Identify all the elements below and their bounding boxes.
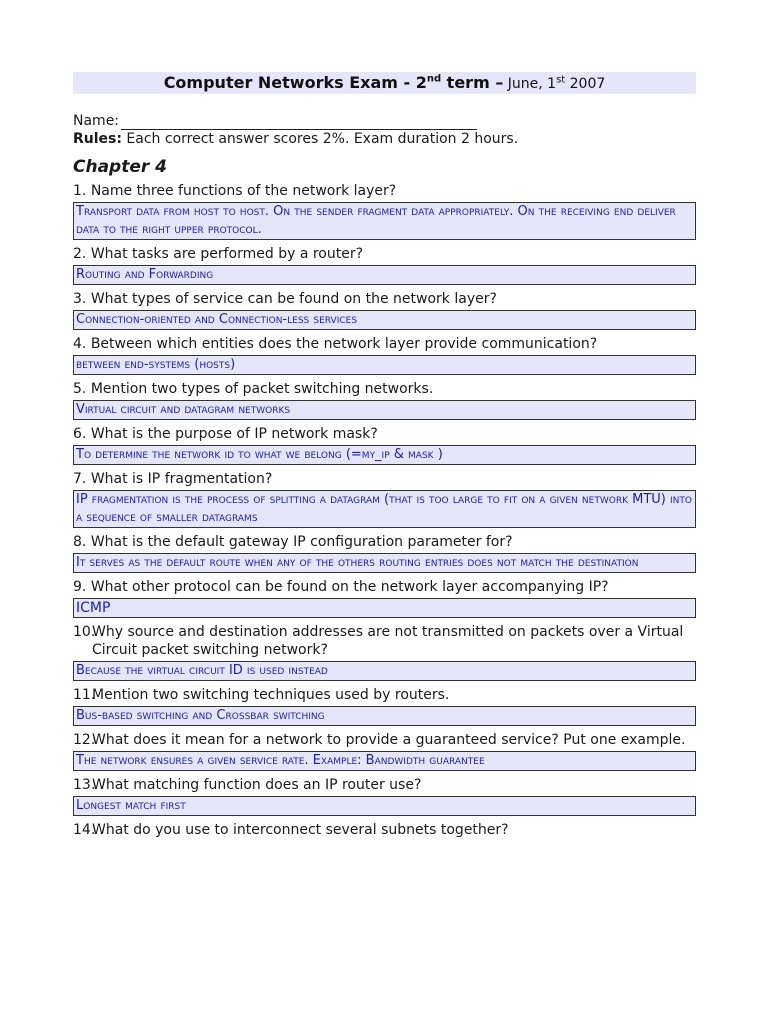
question-number: 14. <box>73 822 96 838</box>
question-block <box>73 776 696 816</box>
question-text <box>73 533 696 551</box>
answer-box: Bus-based switching and Crossbar switching <box>73 706 696 726</box>
question-body: What does it mean for a network to provide a guaranteed service? Put one example. <box>92 732 686 748</box>
question-number: 7. <box>73 471 91 487</box>
question-number: 10. <box>73 624 96 640</box>
name-blank-line <box>121 115 477 130</box>
question-block <box>73 623 696 681</box>
chapter-heading: Chapter 4 <box>73 157 168 177</box>
question-number: 2. <box>73 246 91 262</box>
question-text <box>73 821 696 839</box>
question-number: 9. <box>73 579 91 595</box>
question-body: Why source and destination addresses are not transmitted on packets over a Virtual Circuit packet switching network? <box>92 624 684 658</box>
question-block <box>73 533 696 573</box>
question-body: Mention two switching techniques used by routers. <box>92 687 450 703</box>
answer-box: Because the virtual circuit ID is used instead <box>73 661 696 681</box>
question-body: What types of service can be found on the network layer? <box>90 291 497 307</box>
question-block <box>73 686 696 726</box>
question-text <box>73 686 696 704</box>
exam-page <box>73 72 696 839</box>
question-text <box>73 776 696 794</box>
question-text <box>73 731 696 749</box>
question-number: 11. <box>73 687 96 703</box>
question-block <box>73 290 696 330</box>
answer-box: Routing and Forwarding <box>73 265 696 285</box>
rules-line <box>73 130 696 148</box>
exam-title: Computer Networks Exam - 2nd term – June, 1st 2007 <box>73 72 696 94</box>
answer-box: Transport data from host to host. On the sender fragment data appropriately. On the receiving end deliver data to the right upper protocol. <box>73 202 696 240</box>
question-text <box>73 335 696 353</box>
question-text <box>73 290 696 308</box>
question-number: 4. <box>73 336 91 352</box>
answer-box: ICMP <box>73 598 696 618</box>
question-text <box>73 578 696 596</box>
question-text <box>73 623 696 659</box>
name-field <box>73 112 696 130</box>
question-number: 1. <box>73 183 91 199</box>
name-label: Name: <box>73 113 120 129</box>
question-body: Mention two types of packet switching networks. <box>90 381 434 397</box>
question-body: What matching function does an IP router use? <box>92 777 422 793</box>
question-body: Name three functions of the network layer? <box>90 183 397 199</box>
question-body: What is IP fragmentation? <box>90 471 273 487</box>
question-block <box>73 578 696 618</box>
question-number: 8. <box>73 534 91 550</box>
question-text <box>73 425 696 443</box>
question-text <box>73 245 696 263</box>
question-number: 13. <box>73 777 96 793</box>
question-number: 6. <box>73 426 91 442</box>
question-block <box>73 182 696 240</box>
question-block <box>73 380 696 420</box>
question-block <box>73 245 696 285</box>
question-number: 12. <box>73 732 96 748</box>
question-body: Between which entities does the network layer provide communication? <box>90 336 598 352</box>
answer-box: Connection-oriented and Connection-less services <box>73 310 696 330</box>
question-body: What other protocol can be found on the network layer accompanying IP? <box>90 579 609 595</box>
question-text <box>73 470 696 488</box>
question-block <box>73 821 696 839</box>
question-body: What is the purpose of IP network mask? <box>90 426 378 442</box>
question-list <box>73 182 696 839</box>
question-text <box>73 182 696 200</box>
question-text <box>73 380 696 398</box>
answer-box: Virtual circuit and datagram networks <box>73 400 696 420</box>
question-block <box>73 425 696 465</box>
question-block <box>73 470 696 528</box>
answer-box: IP fragmentation is the process of splitting a datagram (that is too large to fit on a given network MTU) into a sequence of smaller datagrams <box>73 490 696 528</box>
question-number: 5. <box>73 381 91 397</box>
rules-label: Rules: <box>73 131 122 147</box>
question-body: What do you use to interconnect several subnets together? <box>92 822 509 838</box>
question-body: What is the default gateway IP configuration parameter for? <box>90 534 513 550</box>
question-body: What tasks are performed by a router? <box>90 246 364 262</box>
rules-text: Each correct answer scores 2%. Exam duration 2 hours. <box>121 131 519 147</box>
answer-box: It serves as the default route when any of the others routing entries does not match the destination <box>73 553 696 573</box>
question-block <box>73 731 696 771</box>
answer-box: between end-systems (hosts) <box>73 355 696 375</box>
question-number: 3. <box>73 291 91 307</box>
question-block <box>73 335 696 375</box>
answer-box: To determine the network id to what we belong (=my_ip & mask ) <box>73 445 696 465</box>
answer-box: The network ensures a given service rate. Example: Bandwidth guarantee <box>73 751 696 771</box>
answer-box: Longest match first <box>73 796 696 816</box>
